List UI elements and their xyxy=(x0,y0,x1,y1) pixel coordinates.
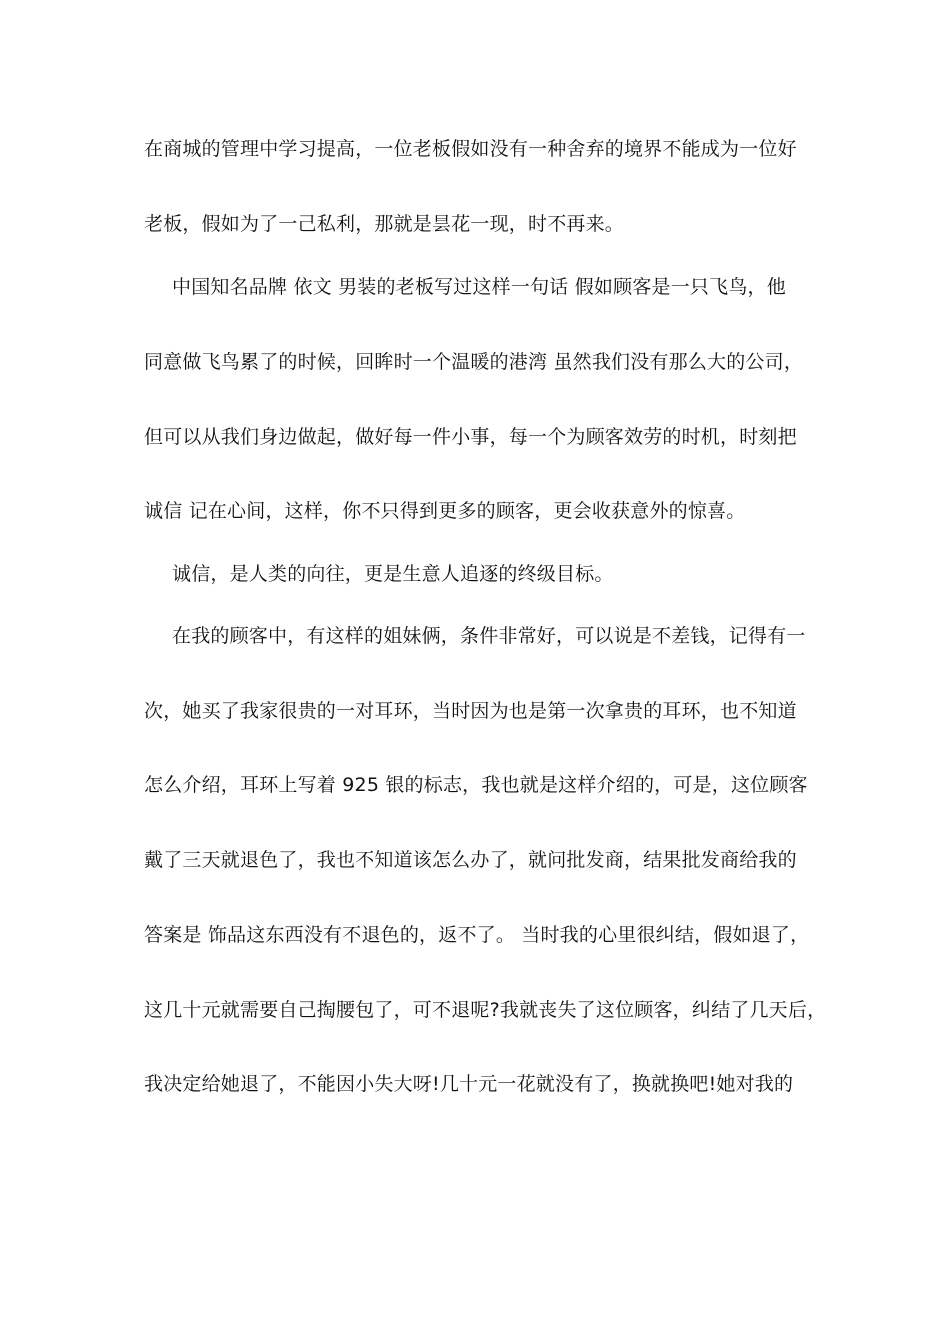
text-line: 同意做飞鸟累了的时候，回眸时一个温暖的港湾 虽然我们没有那么大的公司， xyxy=(144,351,804,373)
text-line: 怎么介绍，耳环上写着 925 银的标志，我也就是这样介绍的，可是，这位顾客 xyxy=(144,774,808,796)
paragraph-start-line: 中国知名品牌 依文 男装的老板写过这样一句话 假如顾客是一只飞鸟，他 xyxy=(172,276,786,298)
text-line: 在商城的管理中学习提高，一位老板假如没有一种舍弃的境界不能成为一位好 xyxy=(144,138,797,160)
text-line: 戴了三天就退色了，我也不知道该怎么办了，就问批发商，结果批发商给我的 xyxy=(144,849,797,871)
text-line: 但可以从我们身边做起，做好每一件小事，每一个为顾客效劳的时机，时刻把 xyxy=(144,426,797,448)
text-line: 这几十元就需要自己掏腰包了，可不退呢?我就丧失了这位顾客，纠结了几天后， xyxy=(144,999,827,1021)
text-line: 我决定给她退了，不能因小失大呀!几十元一花就没有了，换就换吧!她对我的 xyxy=(144,1073,794,1095)
text-line: 答案是 饰品这东西没有不退色的，返不了。 当时我的心里很纠结，假如退了， xyxy=(144,924,810,946)
text-line: 老板，假如为了一己私利，那就是昙花一现，时不再来。 xyxy=(144,213,625,235)
text-line: 次，她买了我家很贵的一对耳环，当时因为也是第一次拿贵的耳环，也不知道 xyxy=(144,700,797,722)
text-line: 诚信 记在心间，这样，你不只得到更多的顾客，更会收获意外的惊喜。 xyxy=(144,500,746,522)
paragraph-start-line: 诚信，是人类的向往，更是生意人追逐的终级目标。 xyxy=(172,563,614,585)
paragraph-start-line: 在我的顾客中，有这样的姐妹俩，条件非常好，可以说是不差钱，记得有一 xyxy=(172,625,806,647)
